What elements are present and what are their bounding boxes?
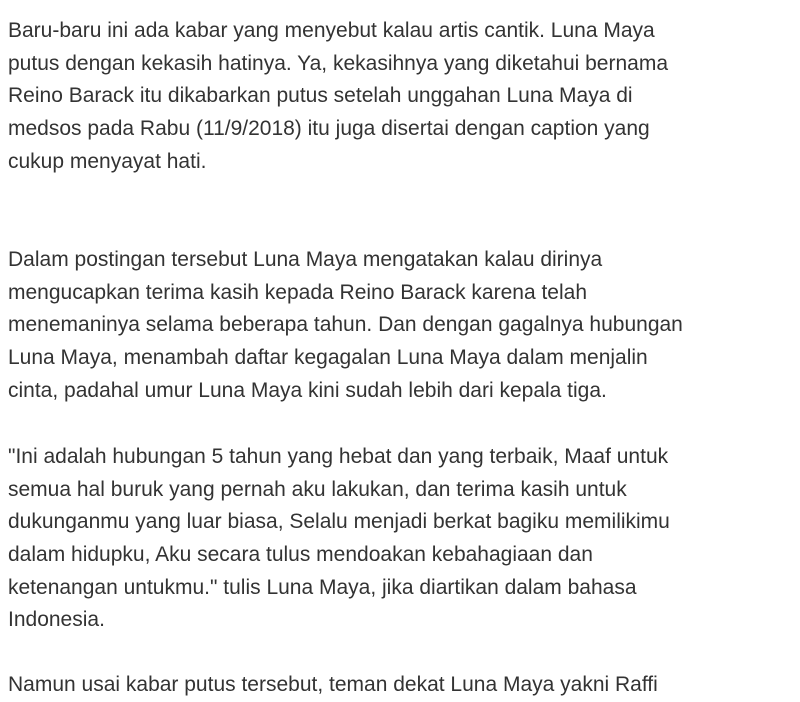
paragraph-line: menemaninya selama beberapa tahun. Dan dengan gagalnya hubungan xyxy=(8,313,683,337)
paragraph-line: dukunganmu yang luar biasa, Selalu menjadi berkat bagiku memilikimu xyxy=(8,510,670,534)
paragraph-4 xyxy=(8,669,792,702)
paragraph-line: semua hal buruk yang pernah aku lakukan, dan terima kasih untuk xyxy=(8,477,627,501)
paragraph-2 xyxy=(8,244,792,407)
paragraph-line: medsos pada Rabu (11/9/2018) itu juga disertai dengan caption yang xyxy=(8,117,650,141)
paragraph-line: Namun usai kabar putus tersebut, teman dekat Luna Maya yakni Raffi xyxy=(8,673,658,696)
paragraph-line: dalam hidupku, Aku secara tulus mendoakan kebahagiaan dan xyxy=(8,543,593,567)
paragraph-line: cinta, padahal umur Luna Maya kini sudah lebih dari kepala tiga. xyxy=(8,378,607,402)
paragraph-line: mengucapkan terima kasih kepada Reino Barack karena telah xyxy=(8,280,588,304)
paragraph-3-quote xyxy=(8,441,792,637)
paragraph-line: ketenangan untukmu." tulis Luna Maya, jika diartikan dalam bahasa xyxy=(8,575,637,599)
paragraph-line: Reino Barack itu dikabarkan putus setelah unggahan Luna Maya di xyxy=(8,84,633,108)
paragraph-line: Luna Maya, menambah daftar kegagalan Luna Maya dalam menjalin xyxy=(8,346,648,370)
paragraph-line: Dalam postingan tersebut Luna Maya mengatakan kalau dirinya xyxy=(8,248,603,271)
paragraph-line: putus dengan kekasih hatinya. Ya, kekasihnya yang diketahui bernama xyxy=(8,51,669,75)
paragraph-line: Baru-baru ini ada kabar yang menyebut kalau artis cantik. Luna Maya xyxy=(8,19,655,42)
paragraph-line: cukup menyayat hati. xyxy=(8,149,207,173)
paragraph-1 xyxy=(8,15,792,178)
paragraph-line: Indonesia. xyxy=(8,608,105,632)
paragraph-line: "Ini adalah hubungan 5 tahun yang hebat dan yang terbaik, Maaf untuk xyxy=(8,445,669,468)
